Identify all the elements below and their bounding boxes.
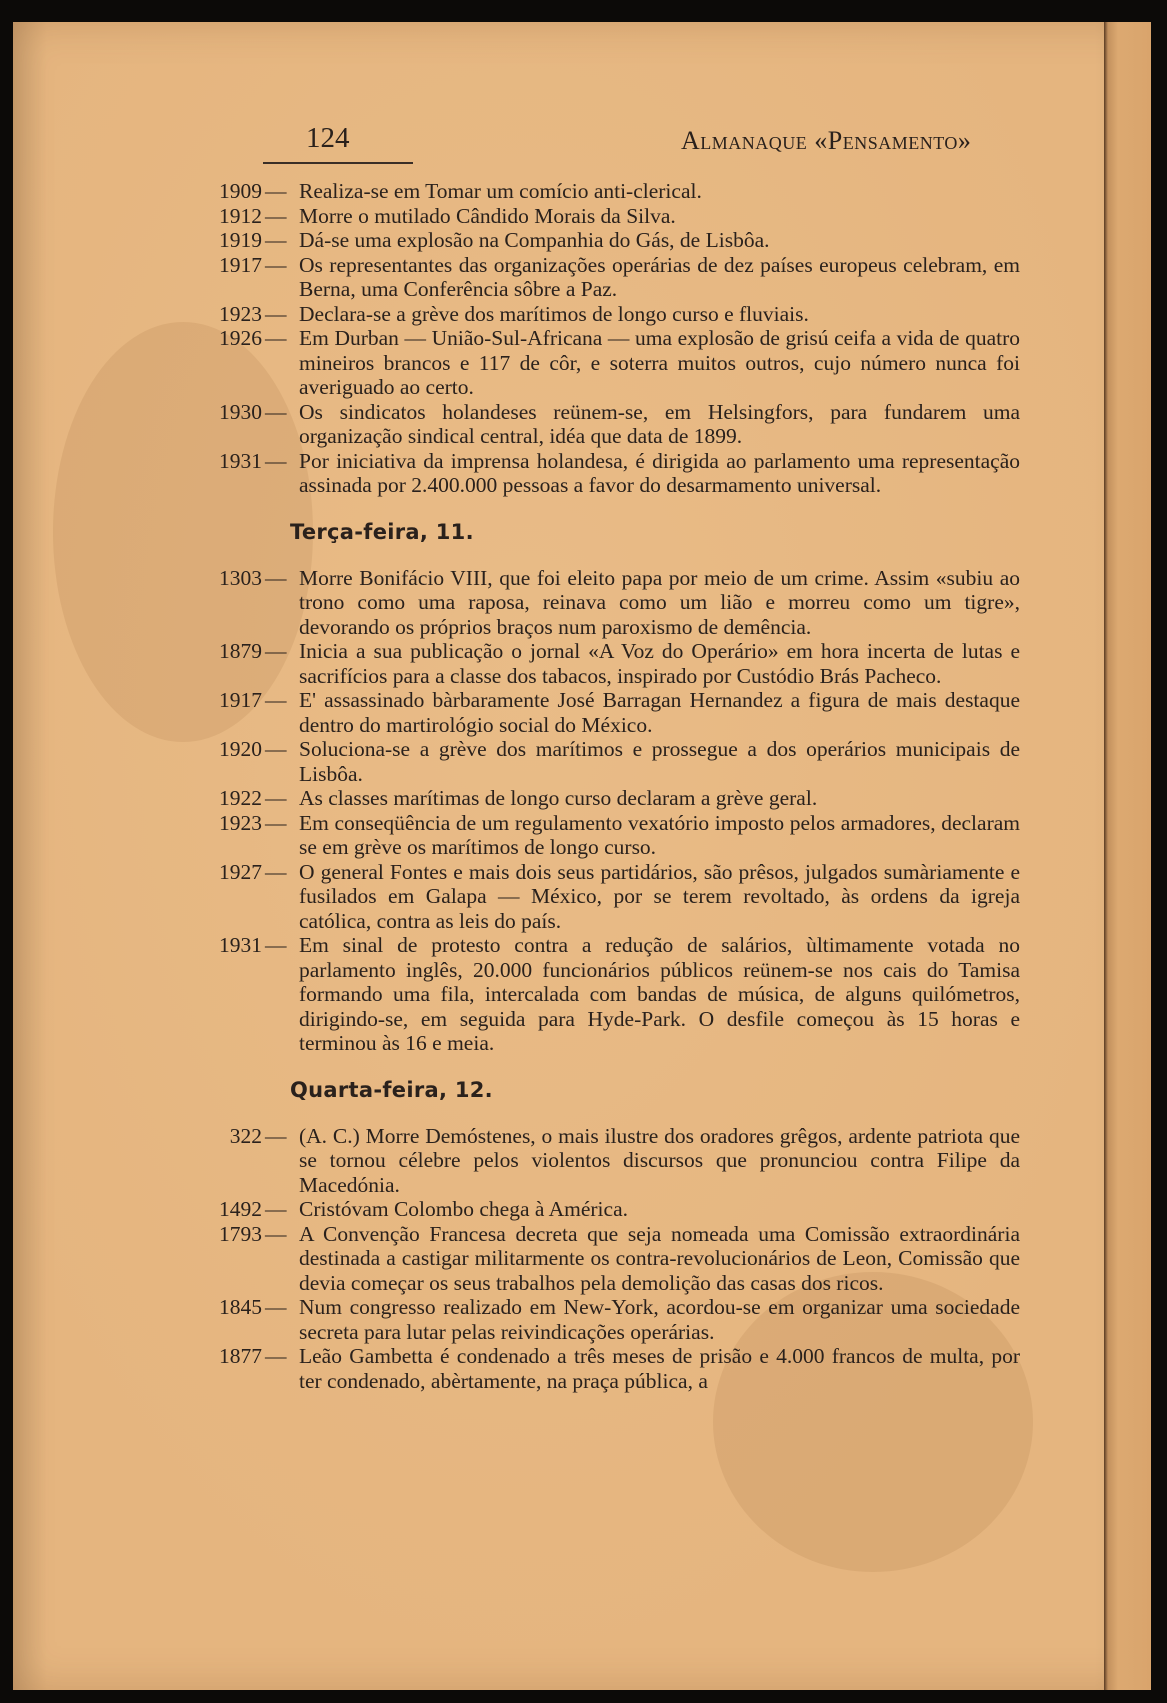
- entry-year: 1919: [219, 228, 262, 252]
- entry-text: Realiza-se em Tomar um comício anti-clerical.: [299, 179, 702, 203]
- entry-year: 1912: [219, 203, 262, 228]
- entry-text: Em conseqüência de um regulamento vexatório imposto pelos armadores, declaram se em grève os marítimos de longo curso.: [299, 810, 1020, 859]
- entry-year: 1793: [219, 1221, 262, 1246]
- entry-dash: —: [265, 1221, 287, 1246]
- header-rule: [263, 162, 413, 164]
- entry-dash: —: [265, 688, 287, 712]
- entry-dash: —: [265, 228, 287, 252]
- entry-dash: —: [265, 179, 287, 203]
- entry-year: 1927: [219, 859, 262, 884]
- entry-text: Declara-se a grève dos marítimos de longo curso e fluviais.: [299, 301, 809, 326]
- entry-text: Morre Bonifácio VIII, que foi eleito papa por meio de um crime. Assim «subiu ao trono como uma raposa, reinava como um lião e morreu como um tigre», devorando os próprios braços num paroxismo de demência.: [299, 565, 1020, 639]
- chronology-entry: [202, 1222, 1020, 1296]
- page-body: [202, 179, 1020, 1393]
- entry-text: A Convenção Francesa decreta que seja nomeada uma Comissão extraordinária destinada a castigar militarmente os contra-revolucionários de Leon, Comissão que devia começar os seus trabalhos pela demolição das casas dos ricos.: [299, 1221, 1020, 1295]
- entry-year: 1879: [219, 639, 262, 663]
- chronology-entry: [202, 1197, 1020, 1222]
- chronology-entry: [202, 449, 1020, 498]
- entry-year: 322: [229, 1123, 262, 1148]
- entry-year: 1923: [219, 810, 262, 835]
- entry-dash: —: [265, 326, 287, 350]
- entry-year: 1922: [219, 786, 262, 810]
- entry-year: 1917: [219, 688, 262, 712]
- entry-text: Em sinal de protesto contra a redução de salários, ùltimamente votada no parlamento inglês, 20.000 funcionários públicos reünem-se nos cais do Tamisa formando uma fila, intercalada com bandas de música, de alguns quilómetros, dirigindo-se, em seguida para Hyde-Park. O desfile começou às 15 horas e terminou às 16 e meia.: [299, 933, 1020, 1055]
- entry-text: Num congresso realizado em New-York, acordou-se em organizar uma sociedade secreta para lutar pelas reivindicações operárias.: [299, 1295, 1020, 1344]
- entry-dash: —: [265, 1344, 287, 1368]
- entry-text: Soluciona-se a grève dos marítimos e prossegue a dos operários municipais de Lisbôa.: [299, 737, 1020, 786]
- entry-year: 1492: [219, 1197, 262, 1221]
- entry-text: Morre o mutilado Cândido Morais da Silva.: [299, 203, 676, 228]
- chronology-entry: [202, 811, 1020, 860]
- entry-year: 1920: [219, 737, 262, 761]
- book-page: [13, 22, 1151, 1690]
- chronology-entry: [202, 1295, 1020, 1344]
- entry-dash: —: [265, 737, 287, 761]
- chronology-entry: [202, 326, 1020, 400]
- day-heading: Terça-feira, 11.: [290, 519, 474, 544]
- entry-year: 1930: [219, 399, 262, 424]
- chronology-entry: [202, 253, 1020, 302]
- running-title: Almanaque «Pensamento»: [681, 126, 972, 155]
- entry-year: 1931: [219, 933, 262, 957]
- entry-dash: —: [265, 933, 287, 957]
- entry-dash: —: [265, 565, 287, 590]
- day-heading: Quarta-feira, 12.: [290, 1077, 493, 1102]
- entry-text: O general Fontes e mais dois seus partidários, são prêsos, julgados sumàriamente e fusilados em Galapa — México, por se terem revoltado, às ordens da igreja católica, contra as leis do país.: [299, 859, 1020, 933]
- entry-dash: —: [265, 859, 287, 884]
- entry-text: E' assassinado bàrbaramente José Barragan Hernandez a figura de mais destaque dentro do martirológio social do México.: [299, 688, 1020, 737]
- chronology-entry: [202, 179, 1020, 204]
- chronology-entry: [202, 566, 1020, 640]
- entry-year: 1931: [219, 448, 262, 473]
- entry-text: As classes marítimas de longo curso declaram a grève geral.: [299, 786, 818, 810]
- entry-dash: —: [265, 639, 287, 663]
- chronology-entry: [202, 860, 1020, 934]
- chronology-entry: [202, 204, 1020, 229]
- entry-year: 1845: [219, 1295, 262, 1319]
- entry-dash: —: [265, 786, 287, 810]
- chronology-entry: [202, 1344, 1020, 1393]
- chronology-entry: [202, 933, 1020, 1056]
- entry-dash: —: [265, 301, 287, 326]
- entry-dash: —: [265, 448, 287, 473]
- entry-text: Dá-se uma explosão na Companhia do Gás, de Lisbôa.: [299, 228, 770, 252]
- entry-dash: —: [265, 203, 287, 228]
- entry-text: (A. C.) Morre Demóstenes, o mais ilustre dos oradores grêgos, ardente patriota que se tornou célebre pelos violentos discursos que pronunciou contra Filipe da Macedónia.: [299, 1123, 1020, 1197]
- entry-text: Os representantes das organizações operárias de dez países europeus celebram, em Berna, uma Conferência sôbre a Paz.: [299, 252, 1020, 301]
- chronology-entry: [202, 228, 1020, 253]
- entry-dash: —: [265, 810, 287, 835]
- entry-dash: —: [265, 1123, 287, 1148]
- page-gutter-fold: [1104, 22, 1151, 1690]
- entry-text: Em Durban — União-Sul-Africana — uma explosão de grisú ceifa a vida de quatro mineiros brancos e 117 de côr, e soterra muitos outros, cujo número nunca foi averiguado ao certo.: [299, 326, 1020, 399]
- entry-dash: —: [265, 1197, 287, 1221]
- page-number: 124: [306, 122, 350, 154]
- entry-year: 1926: [219, 326, 262, 350]
- entry-text: Leão Gambetta é condenado a três meses de prisão e 4.000 francos de multa, por ter condenado, abèrtamente, na praça pública, a: [299, 1344, 1020, 1393]
- entry-text: Os sindicatos holandeses reünem-se, em Helsingfors, para fundarem uma organização sindical central, idéa que data de 1899.: [299, 399, 1020, 448]
- entry-dash: —: [265, 1295, 287, 1319]
- entry-dash: —: [265, 252, 287, 277]
- entry-year: 1303: [219, 565, 262, 590]
- chronology-entry: [202, 1124, 1020, 1198]
- page-header: [13, 100, 1151, 170]
- entry-year: 1923: [219, 301, 262, 326]
- entry-text: Inicia a sua publicação o jornal «A Voz do Operário» em hora incerta de lutas e sacrifícios para a classe dos tabacos, inspirado por Custódio Brás Pacheco.: [299, 639, 1020, 688]
- entry-year: 1877: [219, 1344, 262, 1368]
- chronology-entry: [202, 786, 1020, 811]
- entry-text: Cristóvam Colombo chega à América.: [299, 1197, 628, 1221]
- entry-dash: —: [265, 399, 287, 424]
- chronology-entry: [202, 688, 1020, 737]
- chronology-entry: [202, 639, 1020, 688]
- entry-year: 1917: [219, 252, 262, 277]
- entry-text: Por iniciativa da imprensa holandesa, é dirigida ao parlamento uma representação assinada por 2.400.000 pessoas a favor do desarmamento universal.: [299, 448, 1020, 497]
- chronology-entry: [202, 737, 1020, 786]
- chronology-entry: [202, 400, 1020, 449]
- entry-year: 1909: [219, 179, 262, 203]
- chronology-entry: [202, 302, 1020, 327]
